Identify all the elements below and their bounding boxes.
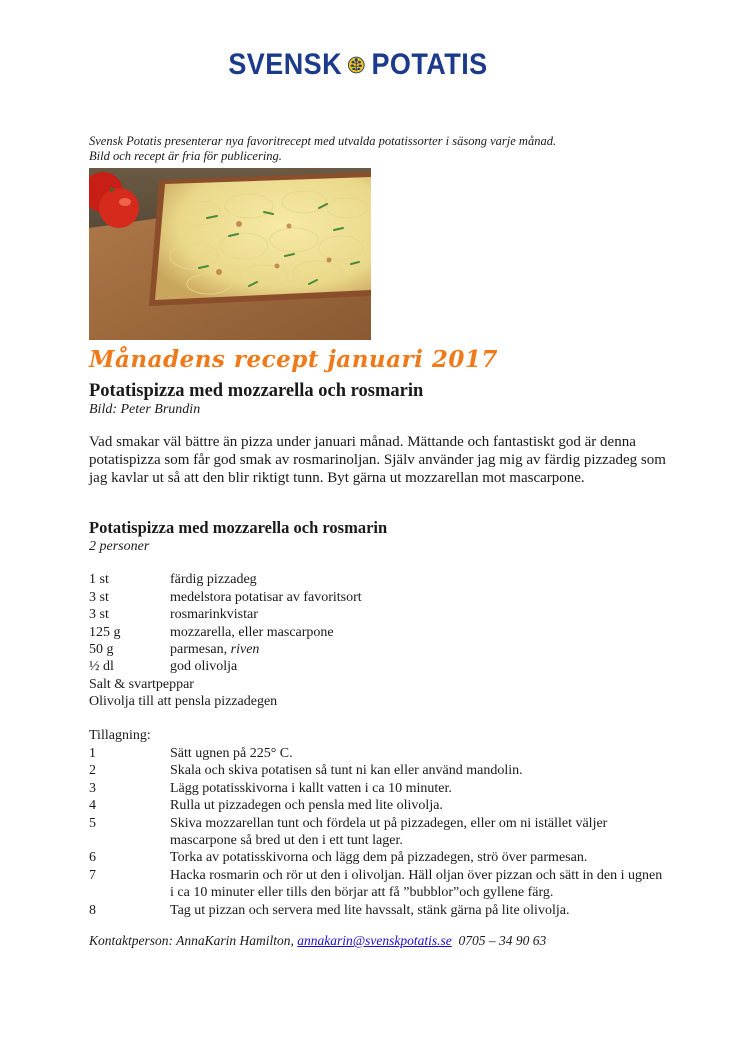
ingredient-name: god olivolja xyxy=(170,659,238,675)
step-number: 7 xyxy=(89,867,96,883)
ingredient-row xyxy=(89,571,649,588)
step-text: Skala och skiva potatisen så tunt ni kan eller använd mandolin. xyxy=(170,763,523,779)
potato-pizza-photo xyxy=(89,168,371,340)
ingredient-quantity: ½ dl xyxy=(89,659,114,675)
ingredient-name xyxy=(170,642,259,658)
contact-line xyxy=(89,933,546,949)
step-number: 2 xyxy=(89,763,96,779)
month-recipe-kicker: Månadens recept januari 2017 xyxy=(89,346,498,373)
extra-ingredient-line: Olivolja till att pensla pizzadegen xyxy=(89,694,278,710)
ingredient-quantity: 50 g xyxy=(89,641,114,657)
brand-logo xyxy=(222,38,494,92)
step-number: 1 xyxy=(89,746,96,761)
step-row xyxy=(89,849,669,866)
extra-ingredient-line: Salt & svartpeppar xyxy=(89,676,194,692)
ingredient-quantity: 1 st xyxy=(89,572,109,588)
ingredient-name: rosmarinkvistar xyxy=(170,607,258,623)
ingredient-row xyxy=(89,641,649,658)
step-text: Hacka rosmarin och rör ut den i olivoljan. Häll oljan över pizzan och sätt in den i ugnen i ca 10 minuter eller tills den börjar att få ”bubblor”och gyllene färg. xyxy=(170,867,663,901)
preparation-heading: Tillagning: xyxy=(89,728,151,743)
ingredient-item: parmesan, xyxy=(170,641,231,657)
photo-credit: Bild: Peter Brundin xyxy=(89,402,201,417)
step-row xyxy=(89,745,669,762)
step-number: 4 xyxy=(89,798,96,814)
step-text: Sätt ugnen på 225° C. xyxy=(170,746,293,761)
step-row xyxy=(89,797,669,814)
contact-email-link[interactable]: annakarin@svenskpotatis.se xyxy=(297,933,452,948)
brand-word-right: POTATIS xyxy=(371,48,488,81)
ingredient-quantity: 3 st xyxy=(89,607,109,623)
step-text: Tag ut pizzan och servera med lite havssalt, stänk gärna på lite olivolja. xyxy=(170,902,570,918)
ingredient-list xyxy=(89,571,649,710)
step-number: 8 xyxy=(89,902,96,918)
step-number: 3 xyxy=(89,780,96,796)
contact-person: Kontaktperson: AnnaKarin Hamilton, xyxy=(89,933,298,948)
step-row xyxy=(89,815,669,850)
ingredient-quantity: 3 st xyxy=(89,589,109,605)
ingredient-name: färdig pizzadeg xyxy=(170,572,257,588)
step-text: Skiva mozzarellan tunt och fördela ut på pizzadegen, eller om ni istället väljer mascarpone så bred ut den i ett tunt lager. xyxy=(170,815,608,849)
ingredient-row xyxy=(89,588,649,605)
step-row xyxy=(89,780,669,797)
ingredient-quantity: 125 g xyxy=(89,624,121,640)
recipe-photo xyxy=(89,168,371,340)
step-row xyxy=(89,762,669,779)
ingredient-row xyxy=(89,606,649,623)
step-row xyxy=(89,902,669,919)
step-number: 6 xyxy=(89,850,96,866)
ingredient-row xyxy=(89,623,649,640)
ingredient-name: mozzarella, eller mascarpone xyxy=(170,624,334,640)
intro-line-1: Svensk Potatis presenterar nya favoritrecept med utvalda potatissorter i säsong varje månad. xyxy=(89,134,557,148)
article-title: Potatispizza med mozzarella och rosmarin xyxy=(89,381,424,401)
ingredient-name: medelstora potatisar av favoritsort xyxy=(170,589,362,605)
step-number: 5 xyxy=(89,815,96,831)
ingredient-row xyxy=(89,658,649,675)
preparation-steps xyxy=(89,745,669,919)
step-text: Torka av potatisskivorna och lägg dem på pizzadegen, strö över parmesan. xyxy=(170,850,588,866)
step-text: Lägg potatisskivorna i kallt vatten i ca 10 minuter. xyxy=(170,780,452,796)
intro-text xyxy=(89,134,689,164)
intro-line-2: Bild och recept är fria för publicering. xyxy=(89,149,282,163)
article-description: Vad smakar väl bättre än pizza under januari månad. Mättande och fantastiskt god är denna potatispizza som får god smak av rosmarinoljan. Själv använder jag mig av färdig pizzadeg som jag kavlar ut så att den blir riktigt tunn. Byt gärna ut mozzarellan mot mascarpone. xyxy=(89,434,666,486)
ingredient-note: riven xyxy=(230,641,260,657)
contact-phone: 0705 – 34 90 63 xyxy=(458,933,547,948)
recipe-servings: 2 personer xyxy=(89,539,150,554)
recipe-title: Potatispizza med mozzarella och rosmarin xyxy=(89,518,388,537)
potato-plant-emblem-icon xyxy=(348,42,365,88)
step-row xyxy=(89,867,669,902)
brand-word-left: SVENSK xyxy=(228,48,343,81)
step-text: Rulla ut pizzadegen och pensla med lite olivolja. xyxy=(170,798,443,814)
